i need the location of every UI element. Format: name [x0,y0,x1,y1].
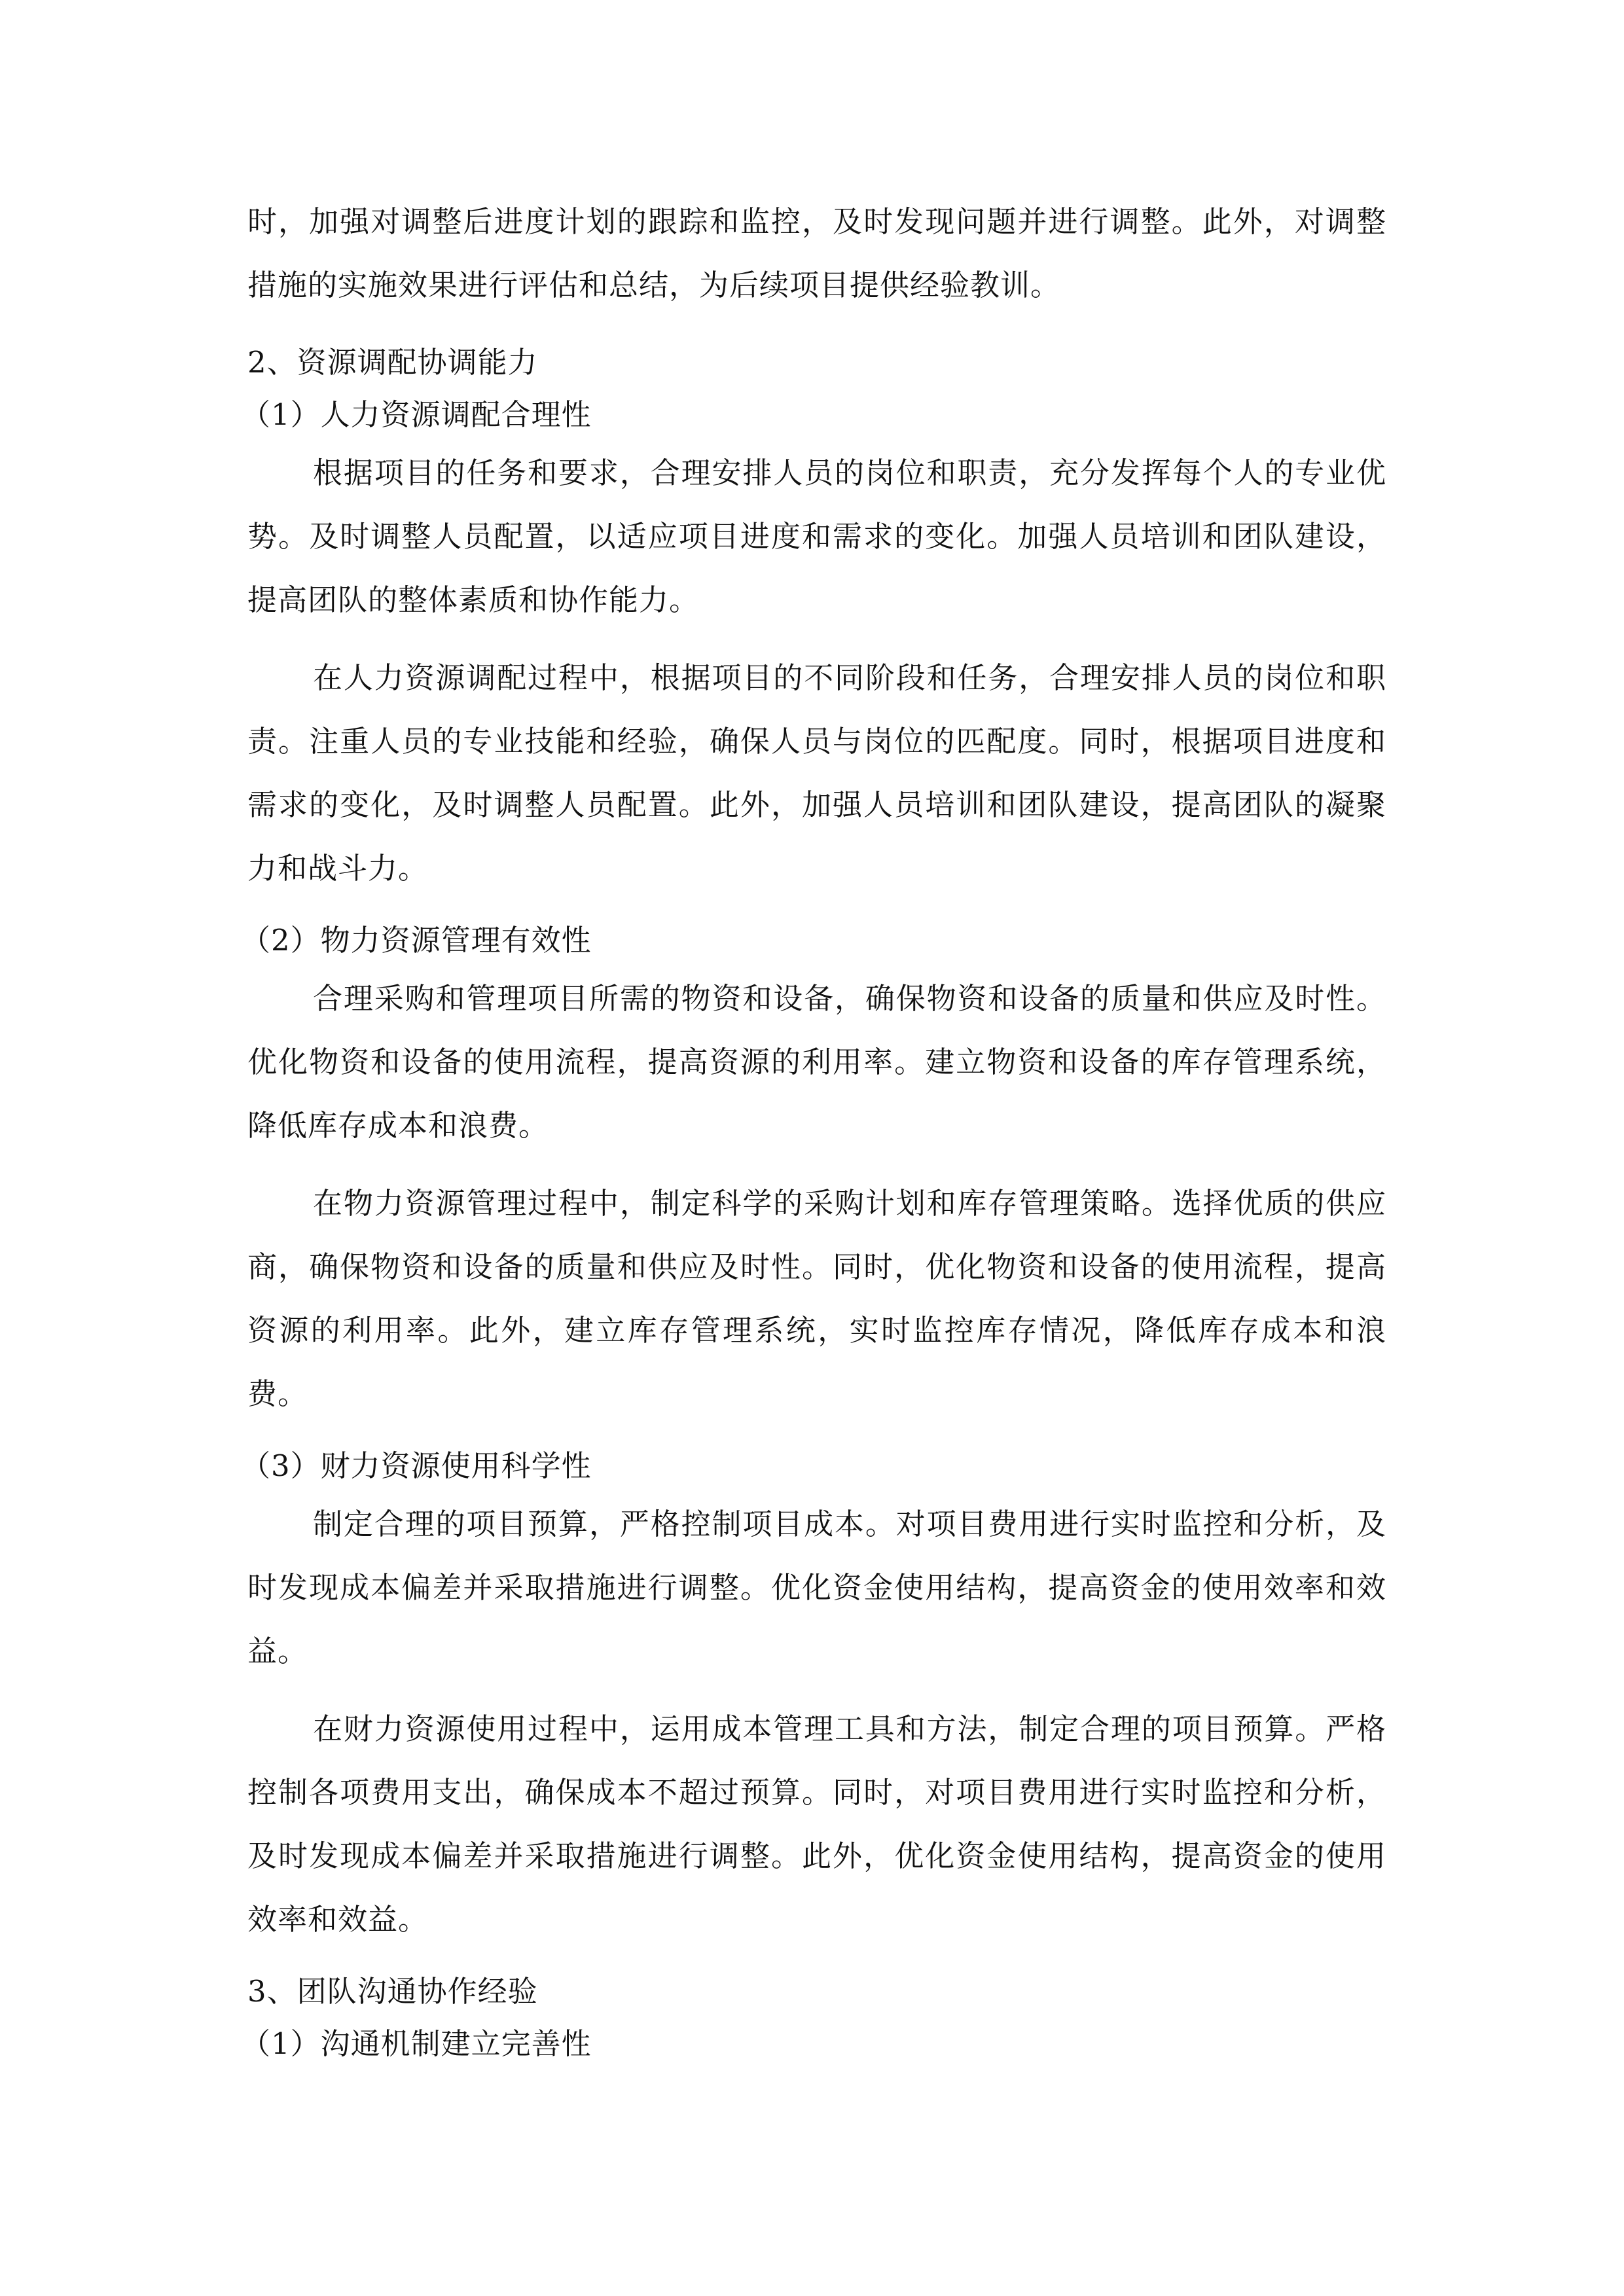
subsection-heading-2-1: （1）人力资源调配合理性 [241,397,592,432]
paragraph: 根据项目的任务和要求，合理安排人员的岗位和职责，充分发挥每个人的专业优势。及时调整人员配置，以适应项目进度和需求的变化。加强人员培训和团队建设，提高团队的整体素质和协作能力。 [247,456,1386,617]
paragraph: 在物力资源管理过程中，制定科学的采购计划和库存管理策略。选择优质的供应商，确保物资和设备的质量和供应及时性。同时，优化物资和设备的使用流程，提高资源的利用率。此外，建立库存管理系统，实时监控库存情况，降低库存成本和浪费。 [247,1186,1386,1411]
paragraph: 合理采购和管理项目所需的物资和设备，确保物资和设备的质量和供应及时性。优化物资和设备的使用流程，提高资源的利用率。建立物资和设备的库存管理系统，降低库存成本和浪费。 [247,981,1386,1143]
subsection-heading-2-3: （3）财力资源使用科学性 [241,1448,592,1483]
paragraph: 制定合理的项目预算，严格控制项目成本。对项目费用进行实时监控和分析，及时发现成本偏差并采取措施进行调整。优化资金使用结构，提高资金的使用效率和效益。 [247,1507,1386,1668]
subsection-heading-3-1: （1）沟通机制建立完善性 [241,2026,592,2061]
paragraph: 在人力资源调配过程中，根据项目的不同阶段和任务，合理安排人员的岗位和职责。注重人员的专业技能和经验，确保人员与岗位的匹配度。同时，根据项目进度和需求的变化，及时调整人员配置。此外，加强人员培训和团队建设，提高团队的凝聚力和战斗力。 [247,660,1386,886]
document-page [241,190,1386,2070]
section-heading-3: 3、团队沟通协作经验 [247,1974,538,2009]
subsection-heading-2-2: （2）物力资源管理有效性 [241,923,592,958]
section-heading-2: 2、资源调配协调能力 [247,345,538,380]
paragraph-continuation: 时，加强对调整后进度计划的跟踪和监控，及时发现问题并进行调整。此外，对调整措施的实施效果进行评估和总结，为后续项目提供经验教训。 [247,204,1386,302]
paragraph: 在财力资源使用过程中，运用成本管理工具和方法，制定合理的项目预算。严格控制各项费用支出，确保成本不超过预算。同时，对项目费用进行实时监控和分析，及时发现成本偏差并采取措施进行调整。此外，优化资金使用结构，提高资金的使用效率和效益。 [247,1712,1386,1937]
